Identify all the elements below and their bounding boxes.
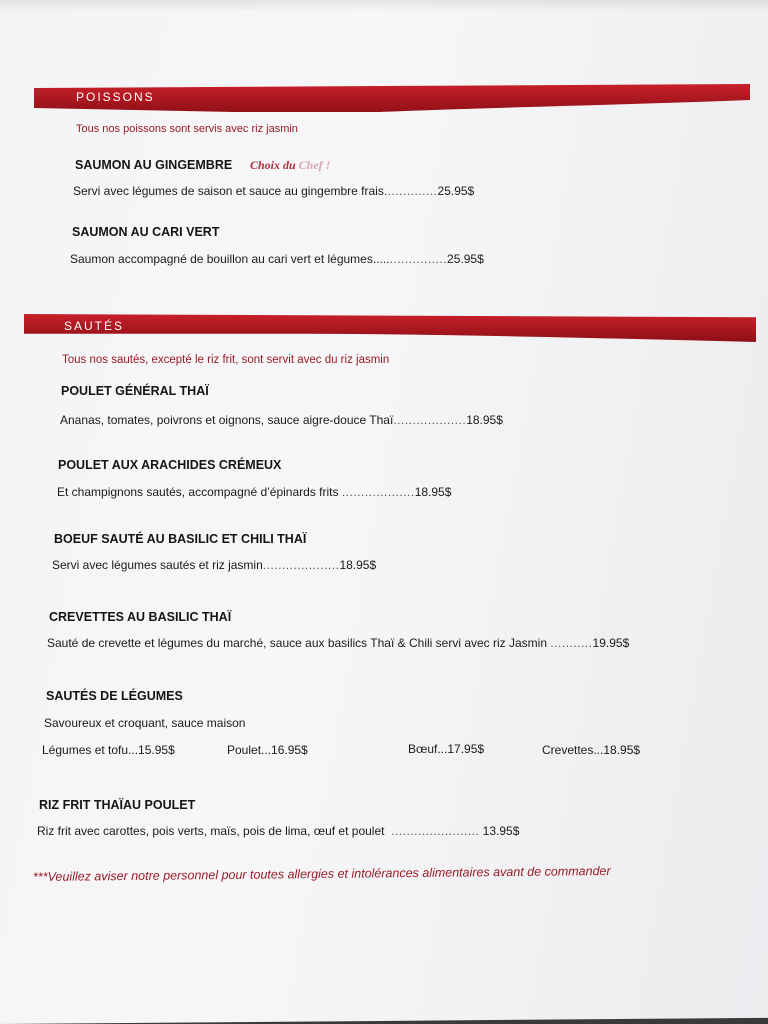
item-description xyxy=(73,184,474,198)
menu-item-sautes-legumes: SAUTÉS DE LÉGUMES xyxy=(46,689,183,703)
item-description xyxy=(37,824,519,838)
menu-item-crevettes-basilic: CREVETTES AU BASILIC THAÏ xyxy=(49,610,232,624)
item-description xyxy=(70,252,484,266)
option-price: Poulet...16.95$ xyxy=(227,743,308,757)
chef-choice-badge xyxy=(250,158,330,172)
price-dots: ........... xyxy=(550,636,593,650)
description-text: Et champignons sautés, accompagné d’épinards frits xyxy=(57,485,339,499)
menu-item-riz-frit: RIZ FRIT THAÏAU POULET xyxy=(39,798,196,812)
chef-badge-text-faint: Chef ! xyxy=(298,158,331,172)
price-dots: .............. xyxy=(383,184,438,198)
section-title-poissons: POISSONS xyxy=(76,90,155,104)
sautes-note: Tous nos sautés, excepté le riz frit, sont servit avec du riz jasmin xyxy=(62,354,390,366)
description-text: Riz frit avec carottes, pois verts, maïs, pois de lima, œuf et poulet xyxy=(37,824,385,838)
sautes-banner xyxy=(24,314,756,342)
menu-item-boeuf-basilic: BOEUF SAUTÉ AU BASILIC ET CHILI THAÏ xyxy=(54,532,307,546)
item-description xyxy=(60,413,503,427)
price-dots: ................... xyxy=(393,413,467,427)
price-dots: .................... xyxy=(262,558,340,572)
item-price: 25.95$ xyxy=(447,252,484,266)
menu-item-poulet-arachides: POULET AUX ARACHIDES CRÉMEUX xyxy=(58,458,282,472)
paper-shadow xyxy=(0,0,768,12)
item-description: Savoureux et croquant, sauce maison xyxy=(44,716,246,730)
section-title-sautes: SAUTÉS xyxy=(64,319,125,333)
price-dots: ....................... xyxy=(391,824,480,838)
description-text: Servi avec légumes sautés et riz jasmin xyxy=(52,558,263,572)
poissons-note: Tous nos poissons sont servis avec riz jasmin xyxy=(76,123,298,135)
menu-item-saumon-gingembre xyxy=(75,156,330,174)
description-text: Saumon accompagné de bouillon au cari vert et légumes..... xyxy=(70,252,390,266)
allergy-warning: ***Veuillez aviser notre personnel pour toutes allergies et intolérances alimentaires avant de commander xyxy=(32,863,611,884)
item-price: 25.95$ xyxy=(437,184,475,198)
item-price: 18.95$ xyxy=(414,485,452,499)
option-price: Crevettes...18.95$ xyxy=(542,743,641,757)
menu-item-poulet-general-thai: POULET GÉNÉRAL THAÏ xyxy=(61,384,209,398)
chef-badge-text: Choix du xyxy=(249,158,299,172)
item-price: 13.95$ xyxy=(482,824,520,838)
item-price: 19.95$ xyxy=(592,636,630,650)
price-dots: ............... xyxy=(389,252,448,266)
poissons-banner xyxy=(34,84,750,112)
description-text: Servi avec légumes de saison et sauce au gingembre frais xyxy=(73,184,384,198)
option-price: Légumes et tofu...15.95$ xyxy=(42,743,175,757)
banner-shape xyxy=(24,314,756,342)
item-price: 18.95$ xyxy=(466,413,503,427)
item-description xyxy=(52,558,376,572)
description-text: Sauté de crevette et légumes du marché, sauce aux basilics Thaï & Chili servi avec riz Jasmin xyxy=(47,636,548,650)
price-dots: ................... xyxy=(341,485,415,499)
item-price: 18.95$ xyxy=(339,558,377,572)
item-description xyxy=(47,636,629,650)
item-name: SAUMON AU GINGEMBRE xyxy=(75,158,233,172)
item-description xyxy=(57,485,451,499)
option-price: Bœuf...17.95$ xyxy=(408,742,485,756)
description-text: Ananas, tomates, poivrons et oignons, sauce aigre-douce Thaï xyxy=(60,413,394,427)
menu-item-saumon-cari: SAUMON AU CARI VERT xyxy=(72,225,220,239)
